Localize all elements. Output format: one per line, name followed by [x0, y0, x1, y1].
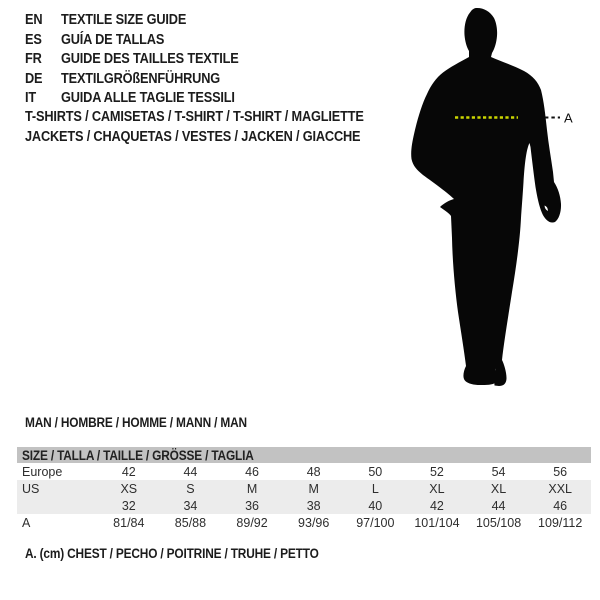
table-cell: 44 [183, 464, 198, 479]
table-cell: XS [120, 481, 138, 496]
language-code: FR [25, 51, 42, 67]
row-label: Europe [22, 464, 63, 479]
row-label: A [22, 515, 31, 530]
table-row [17, 463, 591, 480]
language-title-list [25, 11, 263, 109]
language-row-fr [25, 50, 263, 70]
table-cell: 46 [553, 498, 568, 513]
table-cell: 42 [429, 498, 444, 513]
table-cell: 46 [245, 464, 260, 479]
table-cell: XL [490, 481, 507, 496]
language-row-it [25, 89, 263, 109]
table-cell: 32 [121, 498, 136, 513]
table-cell: XXL [548, 481, 572, 496]
measurement-footnote: A. (cm) CHEST / PECHO / POITRINE / TRUHE / PETTO [25, 546, 319, 561]
table-cell: M [246, 481, 258, 496]
man-silhouette-svg [390, 0, 600, 400]
table-cell: 52 [429, 464, 444, 479]
table-cell: 40 [368, 498, 383, 513]
table-cell: 85/88 [174, 515, 207, 530]
man-silhouette-figure [390, 0, 600, 400]
table-cell: 34 [183, 498, 198, 513]
language-code: ES [25, 31, 42, 48]
measure-label-a: A [564, 110, 573, 126]
table-cell: 101/104 [414, 515, 460, 530]
language-row-es [25, 31, 263, 51]
language-row-de [25, 70, 263, 90]
table-cell: 50 [368, 464, 383, 479]
language-label: GUÍA DE TALLAS [61, 31, 165, 48]
table-cell: 97/100 [356, 515, 395, 530]
language-label: GUIDE DES TAILLES TEXTILE [61, 51, 239, 67]
size-table [17, 447, 591, 531]
row-label: US [22, 481, 40, 496]
table-cell: L [371, 481, 379, 496]
table-row [17, 480, 591, 497]
table-cell: 54 [491, 464, 506, 479]
table-cell: 93/96 [298, 515, 330, 530]
table-cell: 38 [306, 498, 321, 513]
section-title-man: MAN / HOMBRE / HOMME / MANN / MAN [25, 415, 247, 430]
table-cell: 44 [491, 498, 506, 513]
man-silhouette-shape [411, 8, 561, 386]
size-table-header [17, 447, 591, 463]
language-label: TEXTILE SIZE GUIDE [61, 12, 187, 28]
size-table-header-label: SIZE / TALLA / TAILLE / GRÖSSE / TAGLIA [22, 447, 254, 463]
table-cell: 81/84 [113, 515, 145, 530]
garment-type-lines [25, 108, 410, 147]
table-cell: M [308, 481, 319, 496]
table-cell: 42 [121, 464, 136, 479]
language-row-en [25, 11, 263, 31]
table-cell: 89/92 [236, 515, 268, 530]
language-code: IT [25, 90, 36, 106]
table-row [17, 514, 591, 531]
table-cell: 36 [245, 498, 260, 513]
garment-line-jackets: JACKETS / CHAQUETAS / VESTES / JACKEN / GIACCHE [25, 128, 361, 145]
table-cell: 56 [553, 464, 568, 479]
table-cell: 48 [306, 464, 321, 479]
table-cell: S [186, 481, 195, 496]
garment-line-tshirts: T-SHIRTS / CAMISETAS / T-SHIRT / T-SHIRT / MAGLIETTE [25, 109, 364, 125]
table-row [17, 497, 591, 514]
language-label: TEXTILGRÖßENFÜHRUNG [61, 70, 220, 87]
language-label: GUIDA ALLE TAGLIE TESSILI [61, 90, 235, 106]
table-cell: XL [429, 481, 445, 496]
table-cell: 105/108 [475, 515, 522, 530]
language-code: DE [25, 70, 43, 87]
table-cell: 109/112 [538, 515, 583, 530]
size-table-body [17, 463, 591, 531]
language-code: EN [25, 12, 43, 28]
